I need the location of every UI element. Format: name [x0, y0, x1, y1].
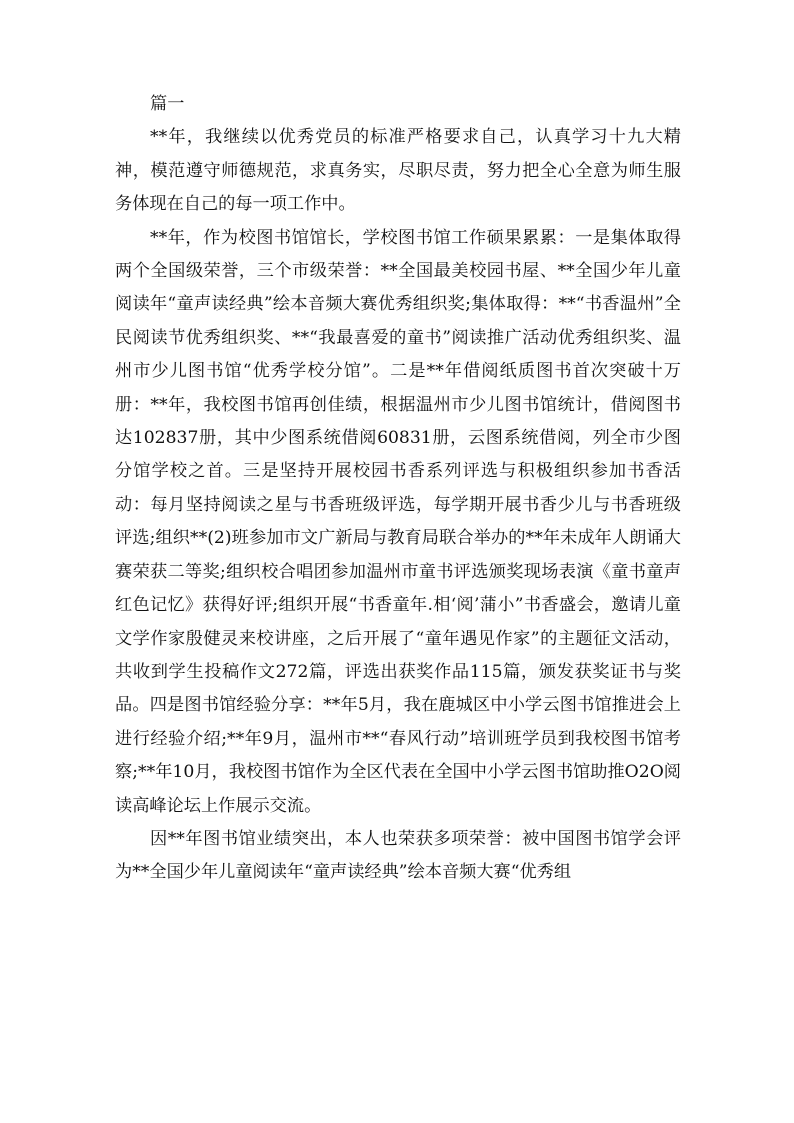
section-heading: 篇一	[150, 94, 185, 114]
paragraph-1: **年，我继续以优秀党员的标准严格要求自己，认真学习十九大精神，模范遵守师德规范，求真务实，尽职尽责，努力把全心全意为师生服务体现在自己的每一项工作中。	[115, 127, 681, 215]
paragraph-3: 因**年图书馆业绩突出，本人也荣获多项荣誉：被中国图书馆学会评为**全国少年儿童阅读年“童声读经典”绘本音频大赛“优秀组	[115, 828, 681, 883]
paragraph-2: **年，作为校图书馆馆长，学校图书馆工作硕果累累：一是集体取得两个全国级荣誉，三个市级荣誉：**全国最美校园书屋、**全国少年儿童阅读年“童声读经典”绘本音频大赛优秀组织奖;集体取得：**“书香温州”全民阅读节优秀组织奖、**“我最喜爱的童书”阅读推广活动优秀组织奖、温州市少儿图书馆“优秀学校分馆”。二是**年借阅纸质图书首次突破十万册：**年，我校图书馆再创佳绩，根据温州市少儿图书馆统计，借阅图书达102837册，其中少图系统借阅60831册，云图系统借阅，列全市少图分馆学校之首。三是坚持开展校园书香系列评选与积极组织参加书香活动：每月坚持阅读之星与书香班级评选，每学期开展书香少儿与书香班级评选;组织**(2)班参加市文广新局与教育局联合举办的**年未成年人朗诵大赛荣获二等奖;组织校合唱团参加温州市童书评选颁奖现场表演《童书童声红色记忆》获得好评;组织开展“书香童年.相‘阅’蒲小”书香盛会，邀请儿童文学作家殷健灵来校讲座，之后开展了“童年遇见作家”的主题征文活动，共收到学生投稿作文272篇，评选出获奖作品115篇，颁发获奖证书与奖品。四是图书馆经验分享：**年5月，我在鹿城区中小学云图书馆推进会上进行经验介绍;**年9月，温州市**“春风行动”培训班学员到我校图书馆考察;**年10月，我校图书馆作为全区代表在全国中小学云图书馆助推O2O阅读高峰论坛上作展示交流。	[115, 227, 681, 816]
document-body	[115, 88, 681, 890]
